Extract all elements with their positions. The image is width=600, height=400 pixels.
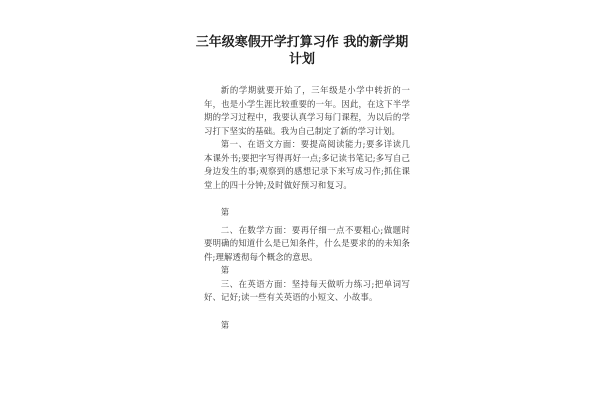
paragraph-chinese: 第一、在语文方面：要提高阅读能力;要多详读几本课外书;要把字写得再好一点;多记读书笔记;多写自己身边发生的事;观察到的感想记录下来写成习作;抓住课堂上的四十分钟;及时做好预习和复习。 [204,139,410,190]
title-line-1: 三年级寒假开学打算习作 我的新学期 [195,35,409,50]
paragraph-english: 三、在英语方面：坚持每天做听力练习;把单词写好、记好;读一些有关英语的小短文、小故事。 [204,278,410,302]
title-line-2: 计划 [288,52,315,67]
section-marker-3: 第 [220,319,230,330]
document-title [190,34,414,68]
section-marker-2: 第 [220,265,230,275]
paragraph-math: 二、在数学方面：要再仔细一点不要粗心;做题时要明确的知道什么是已知条件，什么是要求的的未知条件;理解透彻每个概念的意思。 [204,224,410,262]
section-marker-1: 第 [220,207,230,217]
paragraph-gap [204,305,410,319]
paragraph-gap [204,192,410,206]
document-body [204,84,410,332]
paragraph-intro: 新的学期就要开始了，三年级是小学中转折的一年，也是小学生涯比较重要的一年。因此，在这下半学期的学习过程中，我要认真学习每门课程，为以后的学习打下坚实的基础。我为自己制定了新的学习计划。 [204,85,410,136]
